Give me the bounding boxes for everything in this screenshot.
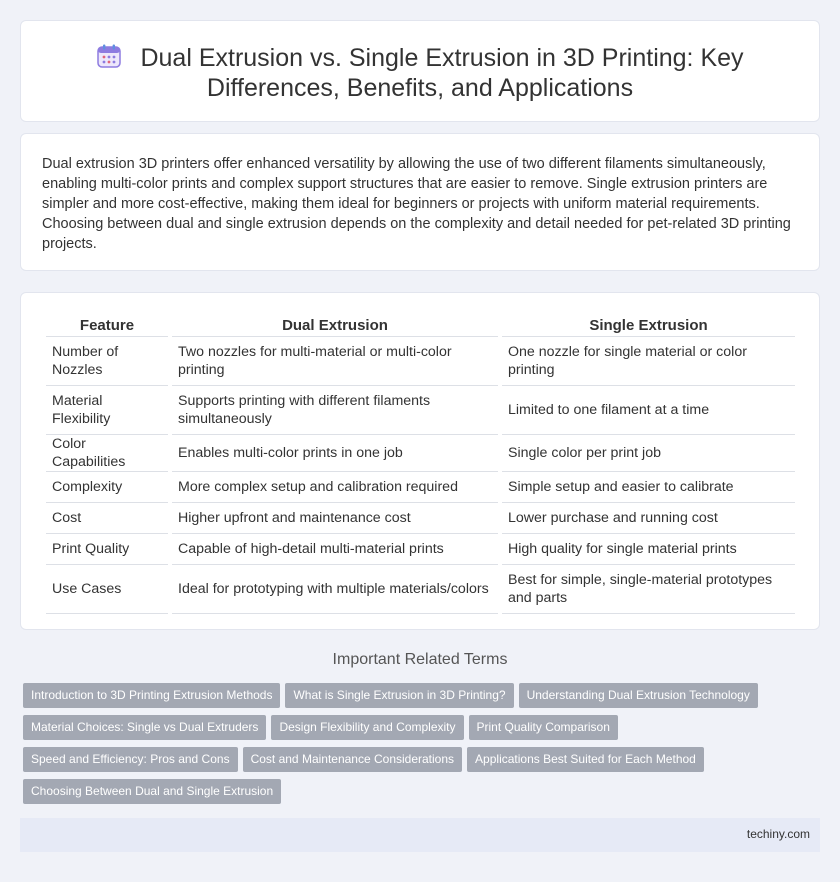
related-term-tag[interactable]: What is Single Extrusion in 3D Printing? [285,683,513,708]
related-term-tag[interactable]: Material Choices: Single vs Dual Extruders [23,715,266,740]
intro-paragraph: Dual extrusion 3D printers offer enhanced versatility by allowing the use of two different filaments simultaneously, enabling multi-color prints and complex support structures that are easier to remove. Single extrusion printers are simpler and more cost-effective, making them ideal for beginners or projects with uniform material requirements. Choosing between dual and single extrusion depends on the complexity and detail needed for pet-related 3D printing projects. [42,156,791,252]
header-dual: Dual Extrusion [172,314,498,337]
related-terms-list [23,683,823,811]
cell-dual: Enables multi-color prints in one job [172,435,498,472]
cell-dual: Supports printing with different filaments simultaneously [172,386,498,435]
related-term-tag[interactable]: Cost and Maintenance Considerations [243,747,462,772]
related-terms-heading: Important Related Terms [332,651,508,668]
related-term-tag[interactable]: Choosing Between Dual and Single Extrusion [23,779,281,804]
related-term-tag[interactable]: Print Quality Comparison [469,715,618,740]
cell-dual: Higher upfront and maintenance cost [172,503,498,534]
footer-site-name: techiny.com [746,827,810,841]
table-header-row [46,314,795,337]
cell-feature: Use Cases [46,565,168,614]
cell-feature: Print Quality [46,534,168,565]
table-row [46,534,795,565]
cell-feature: Cost [46,503,168,534]
header-feature: Feature [46,314,168,337]
cell-feature: Color Capabilities [46,435,168,472]
page-title: Dual Extrusion vs. Single Extrusion in 3D Printing: Key Differences, Benefits, and Applications [140,44,744,102]
calendar-icon [96,43,122,69]
cell-single: Best for simple, single-material prototypes and parts [502,565,795,614]
related-term-tag[interactable]: Understanding Dual Extrusion Technology [519,683,758,708]
cell-feature: Number of Nozzles [46,337,168,386]
table-row [46,386,795,435]
cell-dual: Ideal for prototyping with multiple materials/colors [172,565,498,614]
related-term-tag[interactable]: Applications Best Suited for Each Method [467,747,704,772]
title-card [20,20,820,122]
cell-dual: Two nozzles for multi-material or multi-color printing [172,337,498,386]
related-term-tag[interactable]: Introduction to 3D Printing Extrusion Methods [23,683,280,708]
cell-single: High quality for single material prints [502,534,795,565]
page-title-wrap [21,43,819,103]
cell-single: One nozzle for single material or color printing [502,337,795,386]
related-term-tag[interactable]: Speed and Efficiency: Pros and Cons [23,747,238,772]
table-row [46,435,795,472]
cell-dual: More complex setup and calibration required [172,472,498,503]
cell-single: Simple setup and easier to calibrate [502,472,795,503]
cell-feature: Complexity [46,472,168,503]
cell-feature: Material Flexibility [46,386,168,435]
comparison-card [20,292,820,630]
comparison-table [42,314,799,614]
cell-single: Lower purchase and running cost [502,503,795,534]
related-term-tag[interactable]: Design Flexibility and Complexity [271,715,463,740]
cell-single: Single color per print job [502,435,795,472]
cell-dual: Capable of high-detail multi-material prints [172,534,498,565]
header-single: Single Extrusion [502,314,795,337]
table-row [46,565,795,614]
table-row [46,472,795,503]
intro-card [20,133,820,271]
cell-single: Limited to one filament at a time [502,386,795,435]
table-row [46,503,795,534]
footer [20,818,820,852]
table-row [46,337,795,386]
